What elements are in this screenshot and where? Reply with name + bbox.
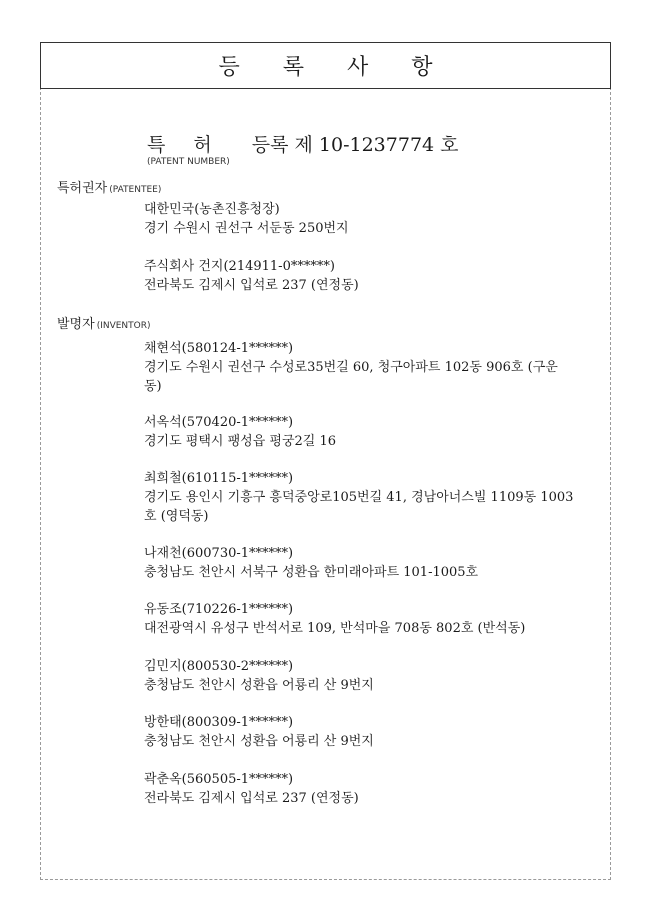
inventor-label <box>57 313 151 332</box>
inventor-entry <box>144 544 574 582</box>
patentee-entry <box>144 200 574 238</box>
inventor-label-en: (INVENTOR) <box>96 321 151 331</box>
inventor-entry <box>144 339 574 396</box>
inventor-name: 방한태(800309-1******) <box>144 715 294 730</box>
inventor-label-ko: 발명자 <box>57 317 95 332</box>
patentee-address: 경기 수원시 권선구 서둔동 250번지 <box>144 221 349 236</box>
patent-kind: 특허 <box>147 134 240 156</box>
patentee-label-en: (PATENTEE) <box>109 185 162 195</box>
patentee-name: 대한민국(농촌진흥청장) <box>144 202 280 217</box>
patentee-label <box>57 177 161 196</box>
patentee-label-ko: 특허권자 <box>57 181 108 196</box>
title-bar <box>40 42 611 89</box>
inventor-address: 전라북도 김제시 입석로 237 (연정동) <box>144 791 359 806</box>
inventor-entry <box>144 413 574 451</box>
patent-registration: 등록 제 10-1237774 호 <box>251 134 459 156</box>
inventor-name: 곽춘옥(560505-1******) <box>144 772 294 787</box>
inventor-address: 대전광역시 유성구 반석서로 109, 반석마을 708동 802호 (반석동) <box>144 621 526 636</box>
inventor-address: 충청남도 천안시 성환읍 어룡리 산 9번지 <box>144 734 374 749</box>
page-title: 등 록 사 항 <box>218 55 451 80</box>
inventor-name: 김민지(800530-2******) <box>144 659 294 674</box>
inventor-address: 경기도 수원시 권선구 수성로35번길 60, 청구아파트 102동 906호 (구운동) <box>144 360 558 394</box>
inventor-name: 나재천(600730-1******) <box>144 546 294 561</box>
inventor-name: 최희철(610115-1******) <box>144 471 294 486</box>
patentee-entry <box>144 257 574 295</box>
inventor-name: 유동조(710226-1******) <box>144 602 294 617</box>
inventor-address: 경기도 용인시 기흥구 흥덕중앙로105번길 41, 경남아너스빌 1109동 1003호 (영덕동) <box>144 490 574 524</box>
inventor-entry <box>144 657 574 695</box>
inventor-entry <box>144 469 574 526</box>
patent-number-line <box>147 130 459 157</box>
inventor-entry <box>144 770 574 808</box>
inventor-address: 충청남도 천안시 성환읍 어룡리 산 9번지 <box>144 678 374 693</box>
inventor-entry <box>144 713 574 751</box>
patent-number-sublabel: (PATENT NUMBER) <box>147 157 230 167</box>
document-frame <box>40 42 611 880</box>
inventor-entry <box>144 600 574 638</box>
inventor-name: 서옥석(570420-1******) <box>144 415 294 430</box>
inventor-address: 충청남도 천안시 서북구 성환읍 한미래아파트 101-1005호 <box>144 565 479 580</box>
inventor-name: 채현석(580124-1******) <box>144 341 294 356</box>
inventor-address: 경기도 평택시 팽성읍 평궁2길 16 <box>144 434 337 449</box>
patentee-name: 주식회사 건지(214911-0******) <box>144 259 335 274</box>
patentee-address: 전라북도 김제시 입석로 237 (연정동) <box>144 278 359 293</box>
